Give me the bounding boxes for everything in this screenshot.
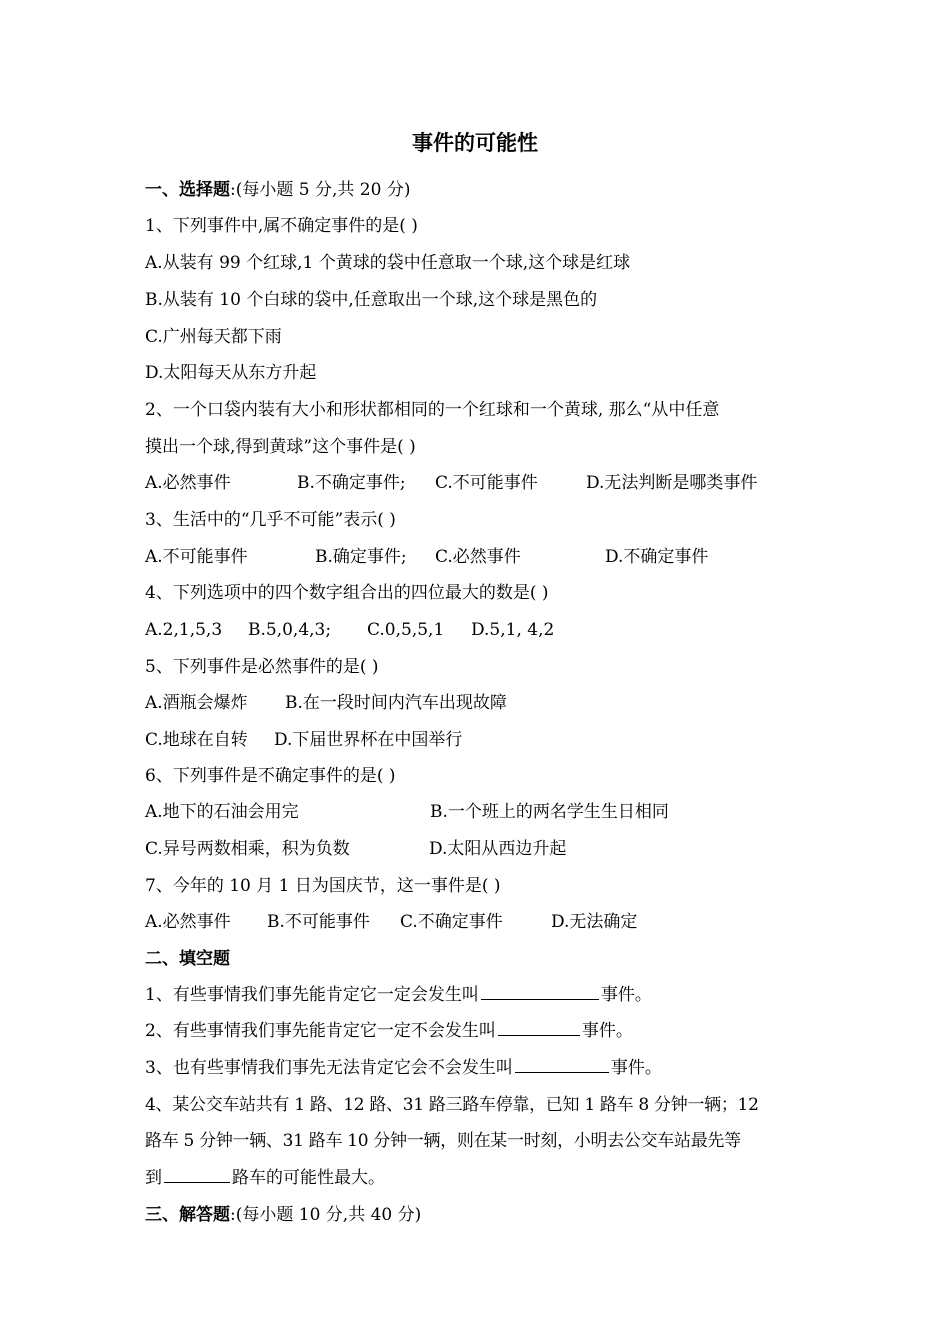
question-1-option-c: C.广州每天都下雨 bbox=[145, 327, 282, 347]
question-6-option-c: C.异号两数相乘，积为负数 bbox=[145, 839, 350, 859]
question-7-options bbox=[145, 907, 825, 937]
question-2-option-b: B.不确定事件; bbox=[297, 473, 406, 493]
question-3-option-a: A.不可能事件 bbox=[145, 547, 248, 567]
question-2-option-a: A.必然事件 bbox=[145, 473, 231, 493]
question-5-option-a: A.酒瓶会爆炸 bbox=[145, 693, 248, 713]
question-2-option-d: D.无法判断是哪类事件 bbox=[586, 473, 758, 493]
question-2-option-c: C.不可能事件 bbox=[435, 473, 538, 493]
question-5-option-b: B.在一段时间内汽车出现故障 bbox=[285, 693, 507, 713]
question-4-option-d: D.5,1, 4,2 bbox=[471, 620, 555, 640]
section-2-heading: 二、填空题 bbox=[145, 949, 230, 969]
question-1-stem: 1、下列事件中,属不确定事件的是( ) bbox=[145, 216, 418, 236]
question-1-option-a: A.从装有 99 个红球,1 个黄球的袋中任意取一个球,这个球是红球 bbox=[145, 253, 631, 273]
question-4-options bbox=[145, 615, 825, 645]
question-3-option-c: C.必然事件 bbox=[435, 547, 521, 567]
question-3-option-d: D.不确定事件 bbox=[605, 547, 709, 567]
question-3-stem: 3、生活中的“几乎不可能”表示( ) bbox=[145, 510, 396, 530]
fill-3 bbox=[145, 1053, 662, 1083]
fill-4-text-after: 路车的可能性最大。 bbox=[232, 1168, 385, 1188]
fill-2-text-before: 2、有些事情我们事先能肯定它一定不会发生叫 bbox=[145, 1021, 496, 1041]
fill-1-text-after: 事件。 bbox=[600, 985, 652, 1005]
question-2-stem-line-1: 2、一个口袋内装有大小和形状都相同的一个红球和一个黄球, 那么“从中任意 bbox=[145, 400, 720, 420]
question-6-option-b: B.一个班上的两名学生生日相同 bbox=[430, 802, 669, 822]
fill-4-blank[interactable] bbox=[164, 1164, 230, 1183]
section-3-title: 三、解答题 bbox=[145, 1205, 230, 1225]
question-7-option-c: C.不确定事件 bbox=[400, 912, 503, 932]
fill-4-line-2: 路车 5 分钟一辆、31 路车 10 分钟一辆，则在某一时刻，小明去公交车站最先等 bbox=[145, 1131, 741, 1151]
question-4-option-a: A.2,1,5,3 bbox=[145, 620, 223, 640]
question-7-option-d: D.无法确定 bbox=[551, 912, 638, 932]
question-2-stem-line-2: 摸出一个球,得到黄球”这个事件是( ) bbox=[145, 437, 416, 457]
section-1-note: :(每小题 5 分,共 20 分) bbox=[230, 180, 411, 200]
question-7-option-b: B.不可能事件 bbox=[267, 912, 370, 932]
question-7-stem: 7、今年的 10 月 1 日为国庆节，这一事件是( ) bbox=[145, 876, 501, 896]
fill-3-text-after: 事件。 bbox=[610, 1058, 662, 1078]
question-1-option-b: B.从装有 10 个白球的袋中,任意取出一个球,这个球是黑色的 bbox=[145, 290, 598, 310]
question-4-option-c: C.0,5,5,1 bbox=[367, 620, 445, 640]
question-5-stem: 5、下列事件是必然事件的是( ) bbox=[145, 657, 379, 677]
fill-4-text-before: 到 bbox=[145, 1168, 162, 1188]
question-1-option-d: D.太阳每天从东方升起 bbox=[145, 363, 317, 383]
question-7-option-a: A.必然事件 bbox=[145, 912, 231, 932]
question-6-options-row-2 bbox=[145, 834, 825, 864]
fill-2-blank[interactable] bbox=[498, 1017, 580, 1036]
fill-1-blank[interactable] bbox=[481, 981, 599, 1000]
question-3-options bbox=[145, 542, 825, 572]
fill-2 bbox=[145, 1016, 633, 1046]
question-6-option-d: D.太阳从西边升起 bbox=[429, 839, 567, 859]
question-5-option-d: D.下届世界杯在中国举行 bbox=[274, 730, 463, 750]
page-title: 事件的可能性 bbox=[412, 131, 538, 155]
fill-3-blank[interactable] bbox=[515, 1054, 609, 1073]
section-1-title: 一、选择题 bbox=[145, 180, 230, 200]
section-1-heading bbox=[145, 175, 410, 205]
section-3-heading bbox=[145, 1200, 421, 1230]
question-6-option-a: A.地下的石油会用完 bbox=[145, 802, 299, 822]
section-3-note: :(每小题 10 分,共 40 分) bbox=[230, 1205, 422, 1225]
question-4-stem: 4、下列选项中的四个数字组合出的四位最大的数是( ) bbox=[145, 583, 549, 603]
question-5-options-row-1 bbox=[145, 688, 825, 718]
question-5-options-row-2 bbox=[145, 725, 825, 755]
question-6-options-row-1 bbox=[145, 797, 825, 827]
question-6-stem: 6、下列事件是不确定事件的是( ) bbox=[145, 766, 396, 786]
fill-4-line-3 bbox=[145, 1163, 385, 1193]
fill-2-text-after: 事件。 bbox=[581, 1021, 633, 1041]
fill-3-text-before: 3、也有些事情我们事先无法肯定它会不会发生叫 bbox=[145, 1058, 513, 1078]
fill-1 bbox=[145, 980, 652, 1010]
question-2-options bbox=[145, 468, 825, 498]
fill-1-text-before: 1、有些事情我们事先能肯定它一定会发生叫 bbox=[145, 985, 479, 1005]
question-3-option-b: B.确定事件; bbox=[315, 547, 407, 567]
question-5-option-c: C.地球在自转 bbox=[145, 730, 248, 750]
fill-4-line-1: 4、某公交车站共有 1 路、12 路、31 路三路车停靠，已知 1 路车 8 分钟一辆；12 bbox=[145, 1095, 759, 1115]
question-4-option-b: B.5,0,4,3; bbox=[248, 620, 332, 640]
